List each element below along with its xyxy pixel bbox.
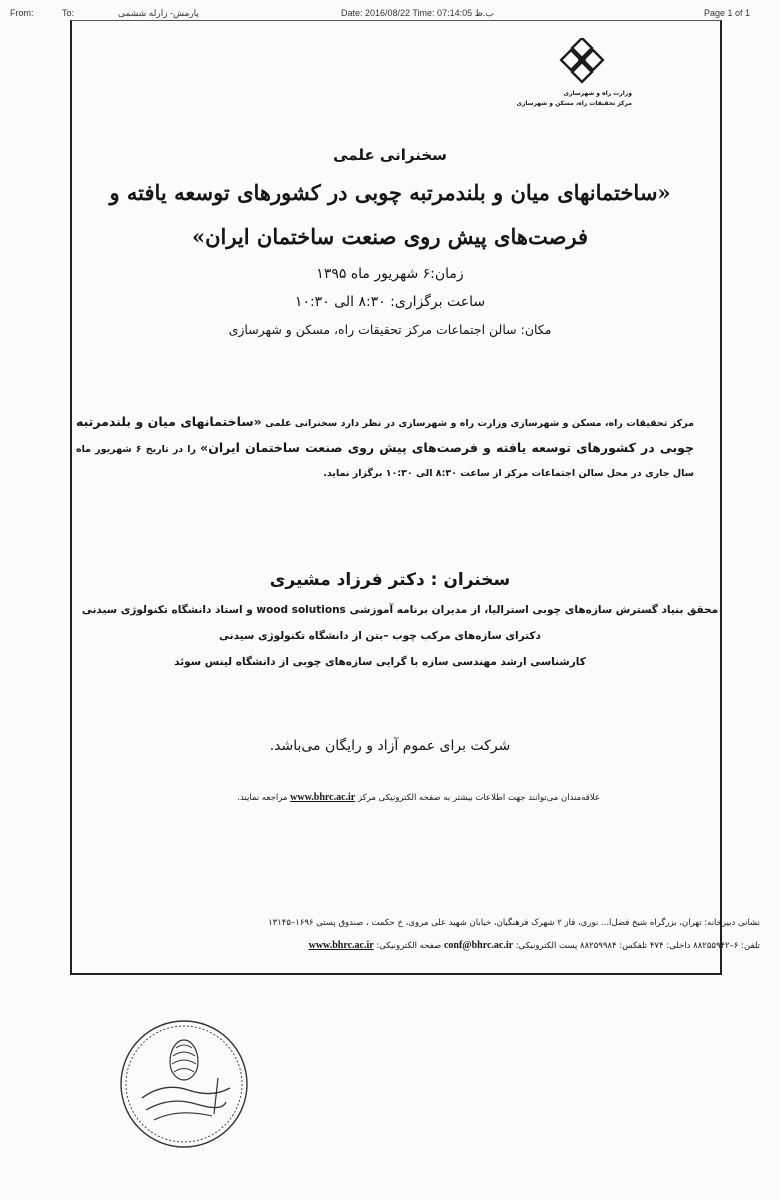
more-info-post: مراجعه نمایند. <box>237 793 291 803</box>
contact-phone: تلفن: ۶–۸۸۲۵۵۹۴۲ داخلی: ۴۷۴ تلفکس: ۸۸۲۵۹۹۸۴ پست الکترونیکی: <box>513 941 760 951</box>
contact-site-url[interactable]: www.bhrc.ac.ir <box>308 940 374 951</box>
fax-to-label: To: <box>62 8 75 18</box>
fax-from-label: From: <box>10 8 34 18</box>
fax-sender-note: پارمش- زارله ششمی <box>118 8 199 18</box>
event-venue: مکان: سالن اجتماعات مرکز تحقیقات راه، مسکن و شهرسازی <box>228 322 552 337</box>
speaker-credential-1: محقق بنیاد گسترش سازه‌های چوبی استرالیا، از مدیران برنامه آموزشی wood solutions و استاد دانشگاه تکنولوژی سیدنی <box>81 604 719 616</box>
speaker-name: سخنران : دکتر فرزاد مشیری <box>269 570 511 590</box>
lecture-title-line-2: فرصت‌های پیش روی صنعت ساختمان ایران» <box>191 224 589 249</box>
event-time: ساعت برگزاری: ۸:۳۰ الی ۱۰:۳۰ <box>294 294 486 310</box>
speaker-credential-2: دکترای سازه‌های مرکب چوب –بتن از دانشگاه تکنولوژی سیدنی <box>219 630 541 642</box>
bhrc-logo-icon <box>558 38 606 86</box>
contact-line <box>0 940 760 951</box>
more-info-pre: علاقه‌مندان می‌توانند جهت اطلاعات بیشتر به صفحه الکترونیکی مرکز <box>355 793 600 803</box>
speaker-credential-3: کارشناسی ارشد مهندسی سازه با گرایی سازه‌های چوبی از دانشگاه لینس سوئد <box>174 656 586 668</box>
lecture-title-line-1: «ساختمانهای میان و بلندمرتبه چوبی در کشورهای توسعه یافته و <box>109 180 671 205</box>
paragraph-start: مرکز تحقیقات راه، مسکن و شهرسازی وزارت راه و شهرسازی در نظر دارد سخنرانی علمی <box>261 418 694 429</box>
contact-email[interactable]: conf@bhrc.ac.ir <box>443 940 514 951</box>
lecture-label: سخنرانی علمی <box>333 146 447 164</box>
ministry-logo <box>516 38 632 118</box>
logo-ministry-name: وزارت راه و شهرسازی <box>563 90 632 97</box>
logo-center-name: مرکز تحقیقات راه، مسکن و شهرسازی <box>516 100 632 107</box>
participation-note: شرکت برای عموم آزاد و رایگان می‌باشد. <box>269 738 511 754</box>
official-stamp <box>118 1018 250 1150</box>
paragraph-end: را در تاریخ ۶ شهریور ماه سال جاری در محل سالن اجتماعات مرکز از ساعت ۸:۳۰ الی ۱۰:۳۰ برگزار نماید. <box>76 444 694 479</box>
event-date: زمان:۶ شهریور ماه ۱۳۹۵ <box>316 266 464 282</box>
more-info-url[interactable]: www.bhrc.ac.ir <box>290 792 356 803</box>
secretariat-address: نشانی دبیرخانه: تهران، بزرگراه شیخ فضل‌ا... نوری، فاز ۲ شهرک فرهنگیان، خیابان شهید علی مروی، خ حکمت ، صندوق پستی ۱۶۹۶–۱۳۱۴۵ <box>268 918 760 928</box>
contact-site-label: صفحه الکترونیکی: <box>373 941 444 951</box>
fax-page-number: Page 1 of 1 <box>703 8 750 18</box>
announcement-paragraph <box>76 410 694 486</box>
more-info-line <box>0 792 600 803</box>
paragraph-lecture-title: «ساختمانهای میان و بلندمرتبه چوبی در کشورهای توسعه یافته و فرصت‌های پیش روی صنعت ساختمان ایران» <box>76 414 695 455</box>
fax-date-time: Date: 2016/08/22 Time: 07:14:05 ب.ظ <box>341 8 494 18</box>
